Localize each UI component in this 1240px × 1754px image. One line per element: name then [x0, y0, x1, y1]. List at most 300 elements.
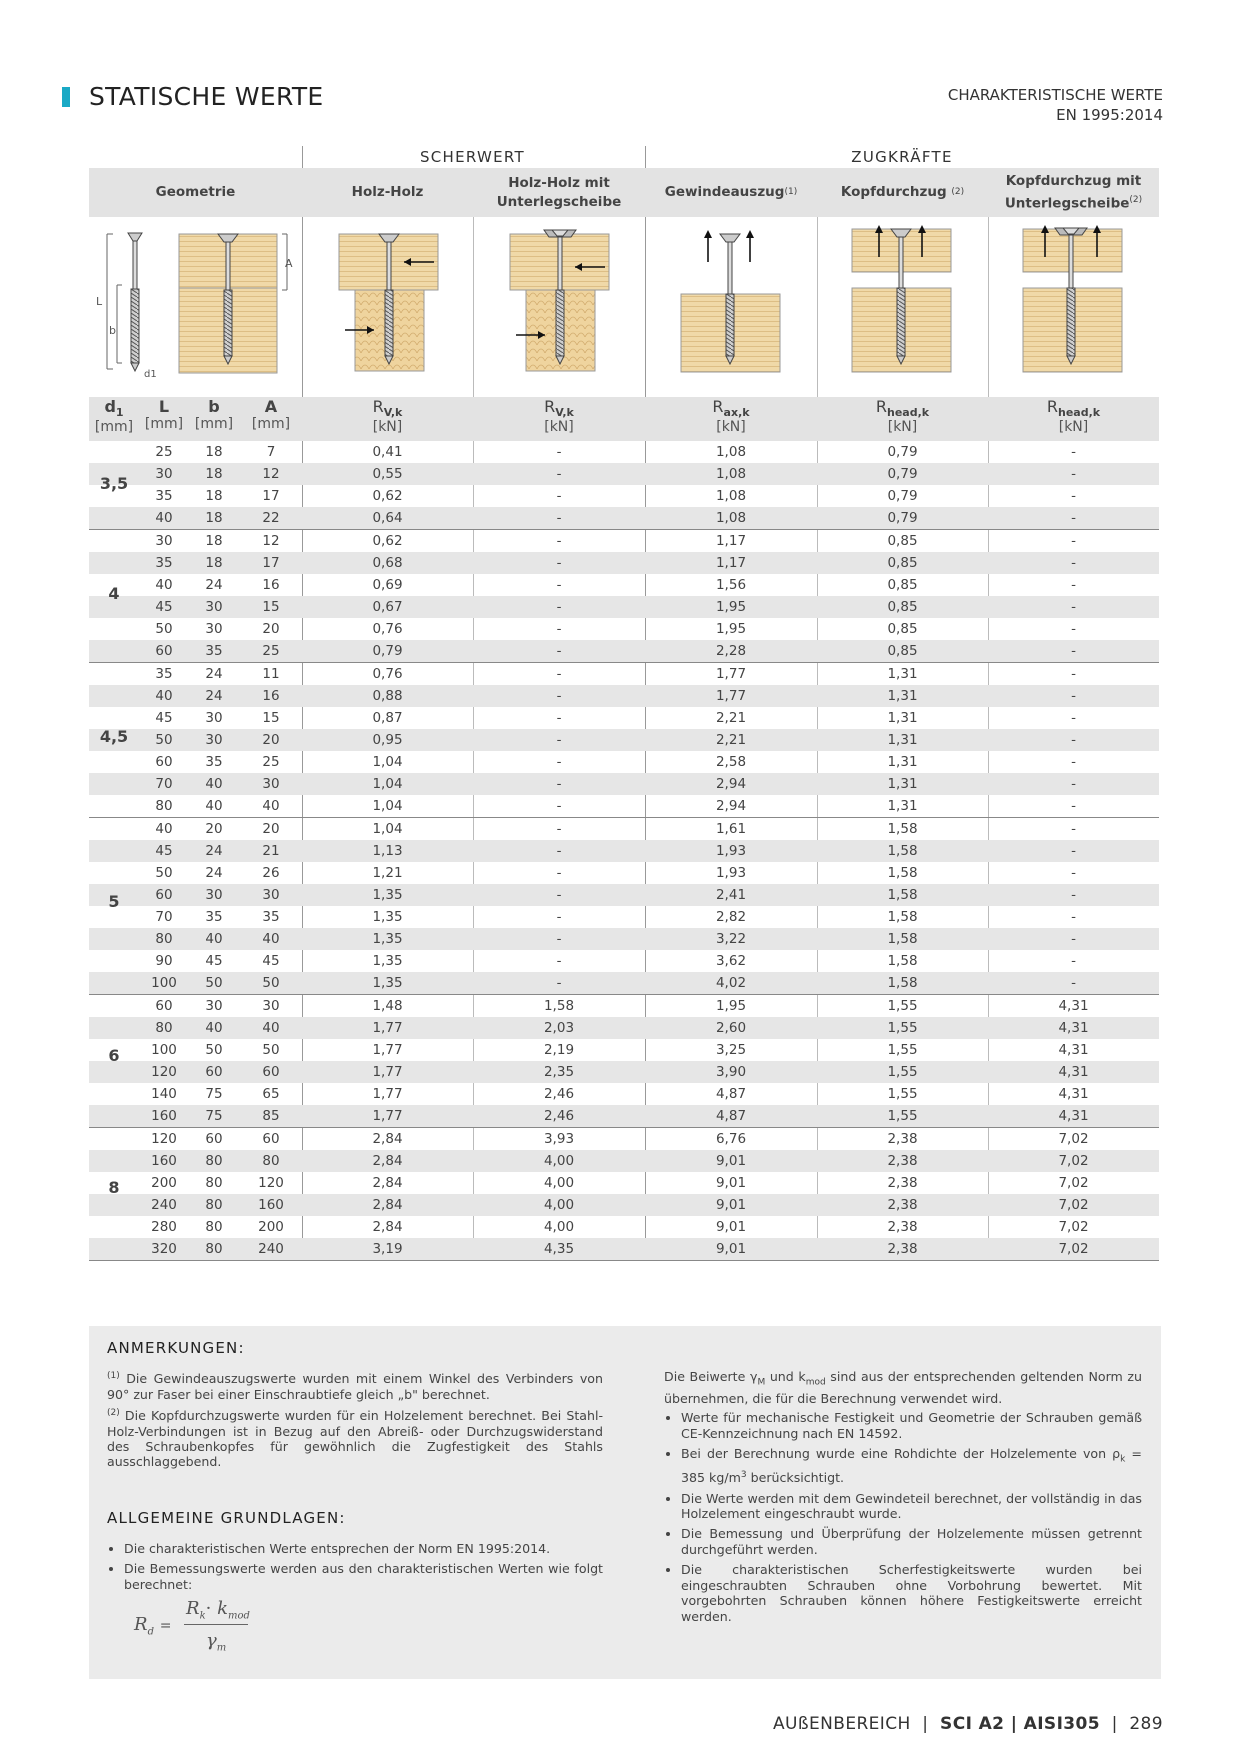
table-cell: 9,01: [715, 1153, 747, 1169]
table-cell: 320: [151, 1241, 177, 1257]
head-text: Gewindeauszug: [664, 184, 785, 200]
table-cell: -: [1071, 577, 1076, 593]
notes-box: [89, 1326, 1161, 1679]
f-sub: m: [216, 1642, 227, 1654]
table-cell: 1,58: [887, 887, 918, 903]
sym: R: [875, 397, 888, 416]
table-cell: 35: [205, 909, 223, 925]
d1-group-label: 6: [108, 1046, 120, 1065]
table-cell: 0,79: [887, 444, 918, 460]
table-cell: 2,94: [715, 776, 747, 792]
table-cell: 4,31: [1058, 1042, 1089, 1058]
table-cell: 1,55: [887, 1064, 918, 1080]
table-cell: 0,41: [372, 444, 403, 460]
table-cell: 200: [258, 1219, 284, 1235]
footer-product: SCI A2 | AISI305: [940, 1714, 1100, 1734]
table-row: [89, 884, 1159, 906]
table-cell: -: [556, 776, 562, 792]
table-cell: 80: [155, 1020, 173, 1036]
sym: R: [372, 397, 384, 416]
table-cell: 30: [262, 998, 280, 1014]
table-cell: 4,31: [1058, 998, 1089, 1014]
table-cell: 4,31: [1058, 1020, 1089, 1036]
table-cell: -: [1071, 975, 1076, 991]
table-cell: 24: [205, 843, 223, 859]
table-cell: 21: [262, 843, 280, 859]
table-cell: 1,55: [887, 998, 918, 1014]
table-cell: -: [556, 666, 562, 682]
table-cell: 0,85: [887, 599, 918, 615]
table-cell: 75: [205, 1108, 223, 1124]
table-cell: 3,19: [372, 1241, 403, 1257]
table-cell: 40: [262, 1020, 280, 1036]
table-cell: 2,38: [887, 1241, 918, 1257]
table-row: [89, 1172, 1159, 1194]
shear-drawing: [339, 234, 438, 371]
table-cell: 1,77: [715, 666, 747, 682]
notes-item: • Werte für mechanische Festigkeit und Geometrie der Schrauben gemäß CE-Kennzeichnung nach EN 14592.: [681, 1410, 1142, 1441]
table-cell: 50: [155, 732, 173, 748]
table-cell: 1,35: [372, 931, 403, 947]
table-cell: -: [1071, 909, 1076, 925]
table-cell: 2,03: [543, 1020, 575, 1036]
table-cell: 17: [262, 555, 280, 571]
table-cell: 1,48: [372, 998, 403, 1014]
table-cell: 2,35: [543, 1064, 575, 1080]
page-title: STATISCHE WERTE: [89, 82, 324, 111]
table-cell: 30: [205, 621, 223, 637]
table-cell: 50: [262, 975, 280, 991]
table-cell: 2,38: [887, 1153, 918, 1169]
table-cell: 2,82: [715, 909, 747, 925]
table-cell: 12: [262, 466, 280, 482]
table-cell: 0,79: [887, 510, 918, 526]
unit: [kN]: [1058, 419, 1089, 436]
unit: [kN]: [716, 419, 746, 436]
note-text: Die Gewindeauszugswerte wurden mit einem Winkel des Verbinders von 90° zur Faser bei einer Einschraubtiefe gleich „b" berechnet.: [107, 1371, 603, 1402]
t: mod: [805, 1377, 826, 1388]
t: M: [757, 1377, 766, 1388]
table-cell: 20: [262, 621, 280, 637]
table-cell: 120: [151, 1131, 177, 1147]
table-cell: -: [556, 444, 562, 460]
table-cell: 12: [262, 533, 280, 549]
table-cell: 4,00: [543, 1197, 575, 1213]
table-cell: -: [556, 909, 562, 925]
table-cell: 35: [205, 754, 223, 770]
table-cell: 100: [151, 975, 177, 991]
table-row: [89, 529, 1159, 552]
table-cell: 70: [155, 909, 173, 925]
table-cell: 240: [151, 1197, 177, 1213]
table-cell: 160: [151, 1108, 177, 1124]
notes-item: • Die Bemessung und Überprüfung der Holzelemente müssen getrennt durchgeführt werden.: [681, 1526, 1142, 1557]
table-row: [89, 1216, 1159, 1238]
table-cell: 80: [205, 1153, 223, 1169]
table-cell: 4,87: [715, 1108, 747, 1124]
table-row: [89, 1061, 1159, 1083]
table-cell: 1,55: [887, 1042, 918, 1058]
note-text: Die Kopfdurchzugswerte wurden für ein Holzelement berechnet. Bei Stahl-Holz-Verbindungen ist in Bezug auf den Abreiß- oder Durchzugswiderstand des Schraubenkopfes für gewöhnlich die Zugfestigkeit des Stahls ausschlaggebend.: [107, 1408, 603, 1470]
table-cell: 0,88: [372, 688, 403, 704]
note-2: [107, 1406, 603, 1470]
table-cell: 200: [151, 1175, 177, 1191]
label-b: b: [109, 324, 116, 337]
head-kopfdurchzug: [817, 168, 988, 217]
table-cell: -: [1071, 599, 1076, 615]
table-cell: 2,46: [543, 1108, 575, 1124]
table-row: [89, 795, 1159, 817]
table-cell: 7,02: [1058, 1175, 1089, 1191]
notes-right: [664, 1369, 1142, 1629]
table-cell: -: [1071, 732, 1076, 748]
f-k: k: [217, 1598, 229, 1619]
table-cell: 1,35: [372, 953, 403, 969]
table-row: [89, 840, 1159, 862]
table-row: [89, 950, 1159, 972]
unit: [mm]: [144, 416, 184, 432]
table-cell: -: [1071, 510, 1076, 526]
table-cell: 4,87: [715, 1086, 747, 1102]
table-cell: -: [1071, 821, 1076, 837]
table-cell: 4,00: [543, 1175, 575, 1191]
t: Bei der Berechnung wurde eine Rohdichte der Holzelemente von ρ: [681, 1446, 1121, 1462]
table-cell: 15: [262, 599, 280, 615]
table-bottom-rule: [89, 1260, 1159, 1261]
table-cell: -: [1071, 754, 1076, 770]
table-cell: 0,87: [372, 710, 403, 726]
table-cell: 9,01: [715, 1197, 747, 1213]
table-cell: 7,02: [1058, 1197, 1089, 1213]
table-cell: -: [556, 710, 562, 726]
table-cell: 1,04: [372, 776, 403, 792]
table-cell: -: [556, 798, 562, 814]
table-cell: 160: [151, 1153, 177, 1169]
table-cell: 25: [262, 643, 280, 659]
table-cell: 1,04: [372, 821, 403, 837]
table-cell: 80: [205, 1175, 223, 1191]
col-rax: [645, 397, 817, 435]
table-cell: 3,22: [715, 931, 747, 947]
table-cell: 2,19: [543, 1042, 575, 1058]
label-L: L: [96, 295, 103, 308]
table-cell: 20: [205, 821, 223, 837]
table-cell: 280: [151, 1219, 177, 1235]
table-cell: -: [556, 621, 562, 637]
table-row: [89, 1127, 1159, 1150]
table-cell: -: [556, 688, 562, 704]
table-cell: 1,31: [887, 710, 918, 726]
table-cell: 140: [151, 1086, 177, 1102]
table-cell: 2,21: [715, 732, 747, 748]
withdrawal-drawing: [681, 230, 780, 372]
coeff-intro: [664, 1369, 1142, 1406]
table-cell: 120: [258, 1175, 284, 1191]
table-cell: 2,84: [372, 1197, 403, 1213]
table-row: [89, 507, 1159, 529]
table-cell: 1,17: [715, 533, 747, 549]
table-cell: 2,41: [715, 887, 747, 903]
table-cell: 1,56: [715, 577, 747, 593]
table-cell: 1,58: [887, 909, 918, 925]
sym: R: [1046, 397, 1059, 416]
table-cell: 1,55: [887, 1020, 918, 1036]
table-cell: 1,58: [887, 865, 918, 881]
table-cell: 0,79: [372, 643, 403, 659]
table-cell: 0,85: [887, 533, 918, 549]
data-table: [89, 441, 1159, 1261]
table-row: [89, 640, 1159, 662]
d1-group-label: 8: [108, 1178, 120, 1197]
table-cell: 25: [262, 754, 280, 770]
table-cell: 40: [205, 798, 223, 814]
col-rh1: [817, 397, 988, 435]
table-cell: 0,95: [372, 732, 403, 748]
table-cell: 0,68: [372, 555, 403, 571]
table-row: [89, 1017, 1159, 1039]
table-row: [89, 441, 1159, 463]
label-A: A: [285, 257, 293, 270]
table-cell: -: [1071, 865, 1076, 881]
notes-left: [107, 1369, 603, 1474]
table-cell: 1,35: [372, 975, 403, 991]
table-cell: 1,08: [715, 488, 747, 504]
table-cell: 60: [155, 998, 173, 1014]
table-cell: -: [556, 931, 562, 947]
table-cell: 16: [262, 688, 280, 704]
sym: L: [158, 397, 170, 416]
t: 3: [740, 1470, 747, 1481]
table-row: [89, 596, 1159, 618]
table-cell: 80: [155, 798, 173, 814]
fraction-bar: [184, 1624, 248, 1625]
f-lhs: R: [134, 1614, 148, 1635]
col-L: [139, 397, 189, 432]
table-cell: 1,77: [372, 1020, 403, 1036]
table-cell: 1,58: [887, 953, 918, 969]
col-rv2: [473, 397, 645, 435]
sym: A: [264, 397, 278, 416]
table-row: [89, 1083, 1159, 1105]
table-cell: 3,25: [715, 1042, 747, 1058]
f-sub: k: [199, 1610, 206, 1622]
table-cell: 100: [151, 1042, 177, 1058]
unit: [kN]: [544, 419, 574, 436]
unit: [mm]: [194, 416, 234, 432]
table-cell: 1,58: [887, 931, 918, 947]
table-cell: -: [1071, 621, 1076, 637]
table-cell: 25: [155, 444, 173, 460]
table-cell: -: [556, 577, 562, 593]
table-cell: 7,02: [1058, 1241, 1089, 1257]
head-text: Kopfdurchzug: [840, 184, 947, 200]
table-cell: 22: [262, 510, 280, 526]
table-cell: 2,28: [715, 643, 747, 659]
d1-group-label: 5: [108, 892, 120, 911]
table-cell: 2,38: [887, 1197, 918, 1213]
table-row: [89, 485, 1159, 507]
unit: [mm]: [94, 419, 134, 436]
col-d1: [89, 397, 139, 435]
table-cell: 45: [262, 953, 280, 969]
table-cell: 4,31: [1058, 1086, 1089, 1102]
table-cell: -: [1071, 444, 1076, 460]
table-row: [89, 817, 1159, 840]
d1-group-label: 4: [108, 584, 120, 603]
table-cell: 1,08: [715, 444, 747, 460]
table-cell: 1,58: [887, 843, 918, 859]
table-cell: 50: [205, 1042, 223, 1058]
basics-item: • Die charakteristischen Werte entsprechen der Norm EN 1995:2014.: [124, 1541, 603, 1556]
table-cell: 24: [205, 688, 223, 704]
table-cell: 2,84: [372, 1175, 403, 1191]
table-cell: 0,79: [887, 488, 918, 504]
pull-through-washer-drawing: [1023, 225, 1122, 372]
table-cell: 50: [205, 975, 223, 991]
table-cell: 2,84: [372, 1131, 403, 1147]
table-cell: 0,64: [372, 510, 403, 526]
table-cell: 2,84: [372, 1219, 403, 1235]
table-cell: 0,67: [372, 599, 403, 615]
table-cell: 2,94: [715, 798, 747, 814]
table-cell: 80: [205, 1197, 223, 1213]
table-cell: -: [556, 843, 562, 859]
table-cell: 40: [155, 577, 173, 593]
table-row: [89, 574, 1159, 596]
table-cell: 1,17: [715, 555, 747, 571]
f-den: γ: [206, 1630, 217, 1651]
table-cell: 18: [205, 533, 223, 549]
table-cell: 80: [205, 1219, 223, 1235]
table-cell: 45: [155, 599, 173, 615]
table-row: [89, 1150, 1159, 1172]
table-cell: 1,58: [887, 821, 918, 837]
table-cell: 1,31: [887, 666, 918, 682]
unit: [kN]: [887, 419, 918, 436]
sub: V,k: [555, 406, 574, 420]
sub: 1: [115, 406, 124, 420]
table-cell: 4,00: [543, 1153, 575, 1169]
basics-title: ALLGEMEINE GRUNDLAGEN:: [107, 1509, 346, 1527]
t: und k: [765, 1369, 806, 1384]
table-cell: -: [1071, 887, 1076, 903]
table-cell: 30: [205, 710, 223, 726]
table-cell: 160: [258, 1197, 284, 1213]
col-A: [245, 397, 297, 432]
pull-through-drawing: [852, 225, 951, 372]
table-cell: -: [1071, 931, 1076, 947]
shear-washer-drawing: [510, 230, 609, 371]
table-cell: -: [1071, 843, 1076, 859]
table-cell: 50: [155, 865, 173, 881]
table-cell: 4,00: [543, 1219, 575, 1235]
table-cell: 2,38: [887, 1175, 918, 1191]
table-cell: 1,95: [715, 599, 747, 615]
table-cell: 1,95: [715, 998, 747, 1014]
table-cell: 40: [155, 688, 173, 704]
table-cell: 4,31: [1058, 1064, 1089, 1080]
table-cell: -: [1071, 688, 1076, 704]
sub: head,k: [887, 406, 930, 420]
table-cell: 1,31: [887, 776, 918, 792]
table-cell: 1,77: [372, 1108, 403, 1124]
footnote-ref: (2): [1129, 194, 1143, 205]
table-cell: 30: [262, 887, 280, 903]
geometry-drawing: [96, 233, 293, 380]
table-cell: 16: [262, 577, 280, 593]
section-scherwert: SCHERWERT: [419, 148, 526, 166]
table-cell: 35: [262, 909, 280, 925]
unit: [mm]: [251, 416, 291, 432]
table-cell: 40: [155, 510, 173, 526]
table-cell: 0,85: [887, 555, 918, 571]
head-line: Unterlegscheibe: [1004, 195, 1130, 212]
table-cell: 2,84: [372, 1153, 403, 1169]
table-cell: 30: [205, 732, 223, 748]
table-cell: 45: [155, 843, 173, 859]
table-cell: -: [1071, 533, 1076, 549]
table-row: [89, 906, 1159, 928]
table-cell: 35: [155, 488, 173, 504]
table-row: [89, 773, 1159, 795]
d1-group-label: 3,5: [99, 474, 129, 493]
table-cell: 2,21: [715, 710, 747, 726]
table-cell: 17: [262, 488, 280, 504]
table-row: [89, 1039, 1159, 1061]
table-cell: 30: [155, 533, 173, 549]
basics-item: • Die Bemessungswerte werden aus den charakteristischen Werten wie folgt berechnet:: [124, 1561, 603, 1592]
t: = 385 kg/m: [681, 1446, 1142, 1486]
head-line: Holz-Holz mit: [508, 174, 610, 191]
table-row: [89, 928, 1159, 950]
col-rh2: [988, 397, 1159, 435]
head-line: Unterlegscheibe: [496, 193, 622, 210]
table-cell: 30: [155, 466, 173, 482]
table-cell: -: [556, 865, 562, 881]
t: Die Beiwerte γ: [664, 1369, 758, 1384]
table-cell: -: [556, 533, 562, 549]
table-cell: 2,38: [887, 1131, 918, 1147]
section-zugkraefte: ZUGKRÄFTE: [851, 148, 953, 166]
footer-sep: |: [922, 1714, 929, 1734]
table-cell: 1,77: [372, 1064, 403, 1080]
label-d1: d1: [144, 369, 157, 380]
table-cell: -: [556, 975, 562, 991]
table-cell: 1,61: [715, 821, 747, 837]
table-cell: 1,93: [715, 865, 747, 881]
note-1: [107, 1369, 603, 1402]
table-row: [89, 862, 1159, 884]
footer-section: AUßENBEREICH: [773, 1714, 911, 1734]
table-cell: 45: [155, 710, 173, 726]
table-cell: 35: [155, 666, 173, 682]
table-cell: 1,35: [372, 909, 403, 925]
table-cell: 4,02: [715, 975, 747, 991]
table-cell: 1,08: [715, 510, 747, 526]
table-row: [89, 994, 1159, 1017]
table-cell: 1,77: [715, 688, 747, 704]
table-row: [89, 707, 1159, 729]
table-cell: 120: [151, 1064, 177, 1080]
table-cell: -: [1071, 666, 1076, 682]
table-cell: 60: [155, 643, 173, 659]
f-num: R: [186, 1598, 200, 1619]
table-cell: 7,02: [1058, 1131, 1089, 1147]
table-cell: 24: [205, 865, 223, 881]
table-cell: 1,55: [887, 1086, 918, 1102]
table-cell: 40: [205, 776, 223, 792]
d1-group-label: 4,5: [99, 727, 129, 746]
